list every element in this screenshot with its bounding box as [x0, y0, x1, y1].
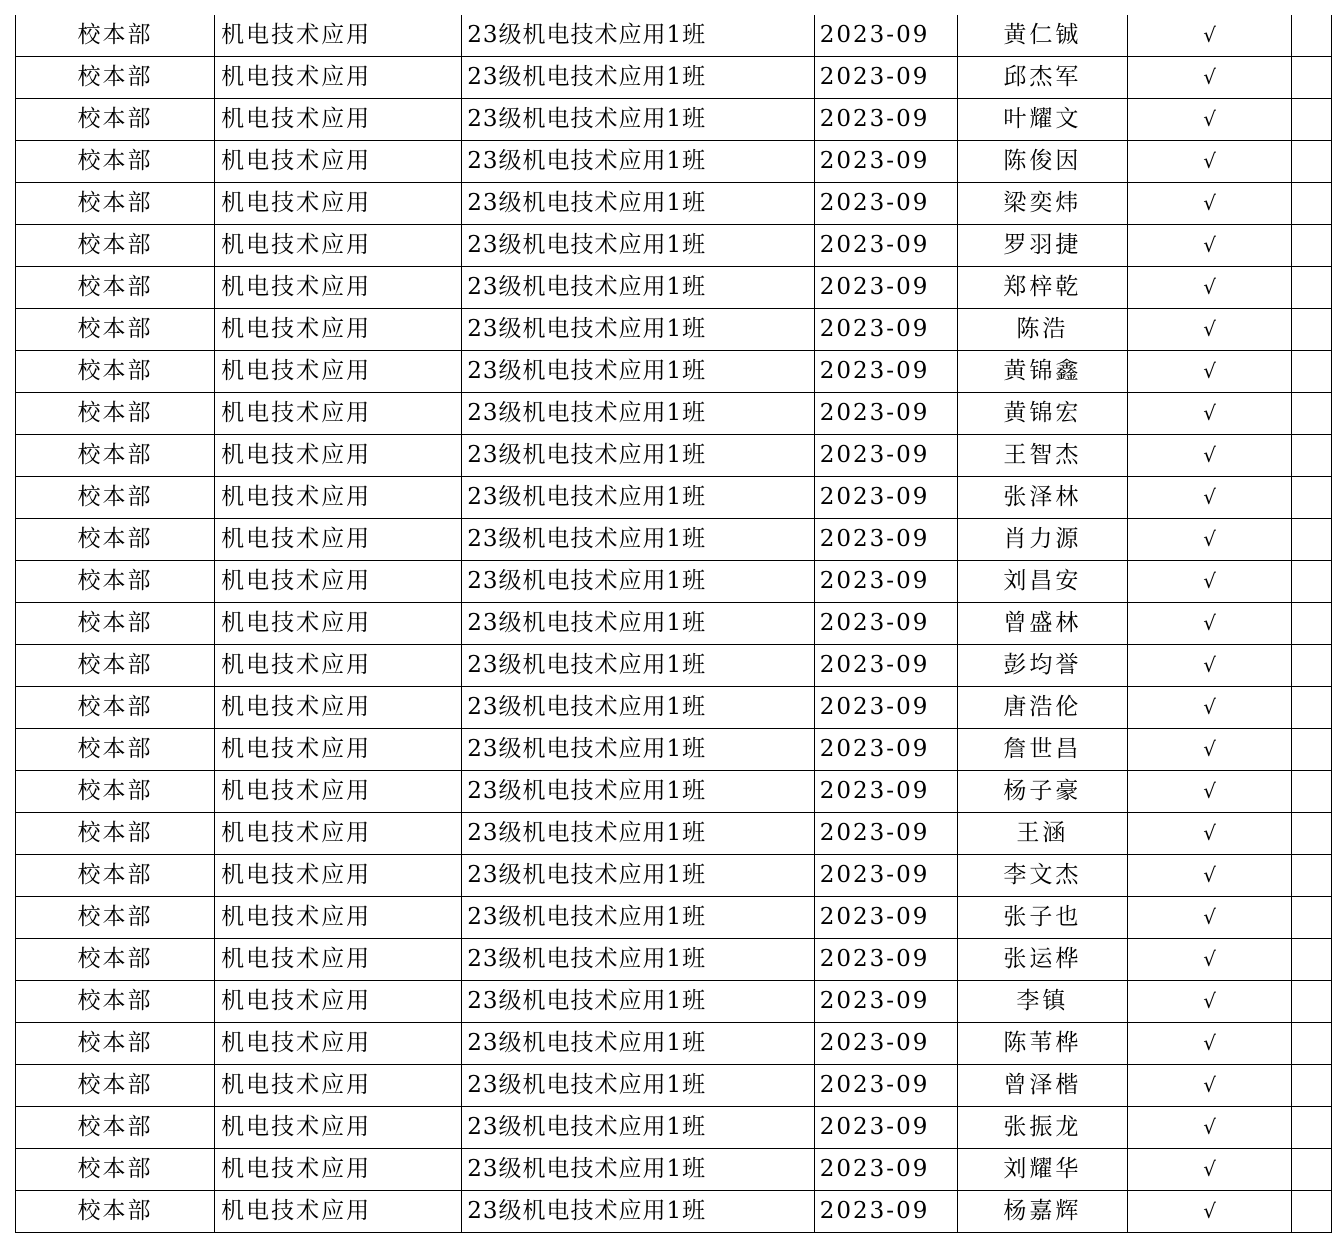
major-cell: 机电技术应用 [215, 687, 462, 729]
table-row [16, 267, 1332, 309]
student-name-cell: 黄锦鑫 [957, 351, 1127, 393]
major-cell: 机电技术应用 [215, 729, 462, 771]
student-table [15, 15, 1332, 1233]
student-name-cell: 李文杰 [957, 855, 1127, 897]
student-name-cell: 张泽林 [957, 477, 1127, 519]
check-mark-cell: √ [1127, 939, 1291, 981]
table-row [16, 57, 1332, 99]
major-cell: 机电技术应用 [215, 519, 462, 561]
campus-cell: 校本部 [16, 813, 215, 855]
campus-cell: 校本部 [16, 225, 215, 267]
empty-cell [1292, 435, 1332, 477]
empty-cell [1292, 477, 1332, 519]
check-mark-cell: √ [1127, 561, 1291, 603]
enroll-date-cell: 2023-09 [814, 393, 957, 435]
campus-cell: 校本部 [16, 15, 215, 57]
empty-cell [1292, 99, 1332, 141]
campus-cell: 校本部 [16, 1149, 215, 1191]
student-name-cell: 黄锦宏 [957, 393, 1127, 435]
campus-cell: 校本部 [16, 855, 215, 897]
check-mark-cell: √ [1127, 645, 1291, 687]
campus-cell: 校本部 [16, 309, 215, 351]
campus-cell: 校本部 [16, 183, 215, 225]
check-mark-cell: √ [1127, 813, 1291, 855]
student-name-cell: 刘昌安 [957, 561, 1127, 603]
enroll-date-cell: 2023-09 [814, 1065, 957, 1107]
student-name-cell: 叶耀文 [957, 99, 1127, 141]
check-mark-cell: √ [1127, 309, 1291, 351]
major-cell: 机电技术应用 [215, 1107, 462, 1149]
enroll-date-cell: 2023-09 [814, 771, 957, 813]
student-name-cell: 唐浩伦 [957, 687, 1127, 729]
campus-cell: 校本部 [16, 603, 215, 645]
enroll-date-cell: 2023-09 [814, 99, 957, 141]
check-mark-cell: √ [1127, 477, 1291, 519]
table-row [16, 393, 1332, 435]
major-cell: 机电技术应用 [215, 393, 462, 435]
check-mark-cell: √ [1127, 897, 1291, 939]
student-name-cell: 梁奕炜 [957, 183, 1127, 225]
table-row [16, 981, 1332, 1023]
class-cell: 23级机电技术应用1班 [462, 351, 815, 393]
major-cell: 机电技术应用 [215, 141, 462, 183]
student-name-cell: 王智杰 [957, 435, 1127, 477]
enroll-date-cell: 2023-09 [814, 729, 957, 771]
class-cell: 23级机电技术应用1班 [462, 729, 815, 771]
enroll-date-cell: 2023-09 [814, 1149, 957, 1191]
enroll-date-cell: 2023-09 [814, 981, 957, 1023]
class-cell: 23级机电技术应用1班 [462, 813, 815, 855]
major-cell: 机电技术应用 [215, 99, 462, 141]
empty-cell [1292, 729, 1332, 771]
empty-cell [1292, 897, 1332, 939]
enroll-date-cell: 2023-09 [814, 897, 957, 939]
enroll-date-cell: 2023-09 [814, 855, 957, 897]
campus-cell: 校本部 [16, 99, 215, 141]
major-cell: 机电技术应用 [215, 603, 462, 645]
campus-cell: 校本部 [16, 939, 215, 981]
check-mark-cell: √ [1127, 687, 1291, 729]
student-name-cell: 李镇 [957, 981, 1127, 1023]
class-cell: 23级机电技术应用1班 [462, 561, 815, 603]
major-cell: 机电技术应用 [215, 1149, 462, 1191]
campus-cell: 校本部 [16, 645, 215, 687]
empty-cell [1292, 1107, 1332, 1149]
check-mark-cell: √ [1127, 99, 1291, 141]
student-name-cell: 王涵 [957, 813, 1127, 855]
empty-cell [1292, 939, 1332, 981]
check-mark-cell: √ [1127, 603, 1291, 645]
student-name-cell: 肖力源 [957, 519, 1127, 561]
empty-cell [1292, 645, 1332, 687]
major-cell: 机电技术应用 [215, 939, 462, 981]
enroll-date-cell: 2023-09 [814, 57, 957, 99]
empty-cell [1292, 687, 1332, 729]
empty-cell [1292, 1023, 1332, 1065]
empty-cell [1292, 981, 1332, 1023]
check-mark-cell: √ [1127, 267, 1291, 309]
major-cell: 机电技术应用 [215, 645, 462, 687]
enroll-date-cell: 2023-09 [814, 351, 957, 393]
major-cell: 机电技术应用 [215, 897, 462, 939]
check-mark-cell: √ [1127, 57, 1291, 99]
class-cell: 23级机电技术应用1班 [462, 99, 815, 141]
empty-cell [1292, 519, 1332, 561]
table-row [16, 351, 1332, 393]
major-cell: 机电技术应用 [215, 57, 462, 99]
major-cell: 机电技术应用 [215, 855, 462, 897]
table-row [16, 435, 1332, 477]
table-row [16, 603, 1332, 645]
enroll-date-cell: 2023-09 [814, 519, 957, 561]
student-name-cell: 詹世昌 [957, 729, 1127, 771]
major-cell: 机电技术应用 [215, 1023, 462, 1065]
student-name-cell: 曾盛林 [957, 603, 1127, 645]
class-cell: 23级机电技术应用1班 [462, 1065, 815, 1107]
check-mark-cell: √ [1127, 1149, 1291, 1191]
table-row [16, 225, 1332, 267]
major-cell: 机电技术应用 [215, 309, 462, 351]
empty-cell [1292, 267, 1332, 309]
enroll-date-cell: 2023-09 [814, 645, 957, 687]
enroll-date-cell: 2023-09 [814, 1023, 957, 1065]
class-cell: 23级机电技术应用1班 [462, 645, 815, 687]
major-cell: 机电技术应用 [215, 813, 462, 855]
student-name-cell: 郑梓乾 [957, 267, 1127, 309]
class-cell: 23级机电技术应用1班 [462, 225, 815, 267]
class-cell: 23级机电技术应用1班 [462, 393, 815, 435]
check-mark-cell: √ [1127, 15, 1291, 57]
class-cell: 23级机电技术应用1班 [462, 897, 815, 939]
table-row [16, 897, 1332, 939]
major-cell: 机电技术应用 [215, 351, 462, 393]
empty-cell [1292, 561, 1332, 603]
student-name-cell: 刘耀华 [957, 1149, 1127, 1191]
empty-cell [1292, 813, 1332, 855]
class-cell: 23级机电技术应用1班 [462, 15, 815, 57]
check-mark-cell: √ [1127, 1023, 1291, 1065]
class-cell: 23级机电技术应用1班 [462, 855, 815, 897]
table-row [16, 1149, 1332, 1191]
enroll-date-cell: 2023-09 [814, 603, 957, 645]
class-cell: 23级机电技术应用1班 [462, 57, 815, 99]
check-mark-cell: √ [1127, 729, 1291, 771]
enroll-date-cell: 2023-09 [814, 1107, 957, 1149]
enroll-date-cell: 2023-09 [814, 813, 957, 855]
major-cell: 机电技术应用 [215, 15, 462, 57]
campus-cell: 校本部 [16, 897, 215, 939]
table-row [16, 519, 1332, 561]
table-row [16, 729, 1332, 771]
check-mark-cell: √ [1127, 225, 1291, 267]
student-name-cell: 曾泽楷 [957, 1065, 1127, 1107]
table-row [16, 1191, 1332, 1233]
check-mark-cell: √ [1127, 435, 1291, 477]
table-row [16, 855, 1332, 897]
empty-cell [1292, 15, 1332, 57]
major-cell: 机电技术应用 [215, 477, 462, 519]
class-cell: 23级机电技术应用1班 [462, 477, 815, 519]
table-row [16, 939, 1332, 981]
check-mark-cell: √ [1127, 351, 1291, 393]
campus-cell: 校本部 [16, 477, 215, 519]
class-cell: 23级机电技术应用1班 [462, 183, 815, 225]
table-row [16, 99, 1332, 141]
table-row [16, 645, 1332, 687]
campus-cell: 校本部 [16, 57, 215, 99]
enroll-date-cell: 2023-09 [814, 309, 957, 351]
table-row [16, 687, 1332, 729]
student-name-cell: 张运桦 [957, 939, 1127, 981]
enroll-date-cell: 2023-09 [814, 15, 957, 57]
enroll-date-cell: 2023-09 [814, 225, 957, 267]
empty-cell [1292, 309, 1332, 351]
empty-cell [1292, 183, 1332, 225]
class-cell: 23级机电技术应用1班 [462, 1023, 815, 1065]
student-name-cell: 杨嘉辉 [957, 1191, 1127, 1233]
table-row [16, 477, 1332, 519]
empty-cell [1292, 855, 1332, 897]
student-name-cell: 张子也 [957, 897, 1127, 939]
campus-cell: 校本部 [16, 771, 215, 813]
campus-cell: 校本部 [16, 687, 215, 729]
major-cell: 机电技术应用 [215, 225, 462, 267]
table-body [16, 15, 1332, 1233]
class-cell: 23级机电技术应用1班 [462, 1191, 815, 1233]
class-cell: 23级机电技术应用1班 [462, 771, 815, 813]
empty-cell [1292, 57, 1332, 99]
table-row [16, 183, 1332, 225]
student-name-cell: 陈浩 [957, 309, 1127, 351]
class-cell: 23级机电技术应用1班 [462, 519, 815, 561]
class-cell: 23级机电技术应用1班 [462, 939, 815, 981]
empty-cell [1292, 1149, 1332, 1191]
check-mark-cell: √ [1127, 183, 1291, 225]
campus-cell: 校本部 [16, 393, 215, 435]
class-cell: 23级机电技术应用1班 [462, 267, 815, 309]
campus-cell: 校本部 [16, 981, 215, 1023]
student-name-cell: 罗羽捷 [957, 225, 1127, 267]
empty-cell [1292, 1191, 1332, 1233]
enroll-date-cell: 2023-09 [814, 939, 957, 981]
table-row [16, 771, 1332, 813]
check-mark-cell: √ [1127, 855, 1291, 897]
campus-cell: 校本部 [16, 1023, 215, 1065]
campus-cell: 校本部 [16, 267, 215, 309]
table-row [16, 1023, 1332, 1065]
table-row [16, 15, 1332, 57]
student-name-cell: 陈苇桦 [957, 1023, 1127, 1065]
class-cell: 23级机电技术应用1班 [462, 1107, 815, 1149]
table-row [16, 813, 1332, 855]
major-cell: 机电技术应用 [215, 1065, 462, 1107]
enroll-date-cell: 2023-09 [814, 477, 957, 519]
major-cell: 机电技术应用 [215, 183, 462, 225]
major-cell: 机电技术应用 [215, 435, 462, 477]
check-mark-cell: √ [1127, 771, 1291, 813]
check-mark-cell: √ [1127, 1191, 1291, 1233]
major-cell: 机电技术应用 [215, 1191, 462, 1233]
major-cell: 机电技术应用 [215, 771, 462, 813]
campus-cell: 校本部 [16, 1107, 215, 1149]
campus-cell: 校本部 [16, 141, 215, 183]
major-cell: 机电技术应用 [215, 561, 462, 603]
student-name-cell: 黄仁铖 [957, 15, 1127, 57]
check-mark-cell: √ [1127, 393, 1291, 435]
table-row [16, 1107, 1332, 1149]
student-name-cell: 陈俊因 [957, 141, 1127, 183]
student-name-cell: 彭均誉 [957, 645, 1127, 687]
empty-cell [1292, 1065, 1332, 1107]
class-cell: 23级机电技术应用1班 [462, 1149, 815, 1191]
check-mark-cell: √ [1127, 981, 1291, 1023]
campus-cell: 校本部 [16, 1065, 215, 1107]
class-cell: 23级机电技术应用1班 [462, 309, 815, 351]
campus-cell: 校本部 [16, 519, 215, 561]
check-mark-cell: √ [1127, 519, 1291, 561]
empty-cell [1292, 225, 1332, 267]
enroll-date-cell: 2023-09 [814, 141, 957, 183]
student-name-cell: 杨子豪 [957, 771, 1127, 813]
check-mark-cell: √ [1127, 1107, 1291, 1149]
enroll-date-cell: 2023-09 [814, 435, 957, 477]
table-row [16, 141, 1332, 183]
campus-cell: 校本部 [16, 351, 215, 393]
class-cell: 23级机电技术应用1班 [462, 141, 815, 183]
empty-cell [1292, 141, 1332, 183]
enroll-date-cell: 2023-09 [814, 267, 957, 309]
enroll-date-cell: 2023-09 [814, 687, 957, 729]
enroll-date-cell: 2023-09 [814, 1191, 957, 1233]
table-row [16, 561, 1332, 603]
check-mark-cell: √ [1127, 1065, 1291, 1107]
major-cell: 机电技术应用 [215, 267, 462, 309]
table-row [16, 1065, 1332, 1107]
campus-cell: 校本部 [16, 1191, 215, 1233]
empty-cell [1292, 603, 1332, 645]
student-name-cell: 邱杰军 [957, 57, 1127, 99]
empty-cell [1292, 393, 1332, 435]
check-mark-cell: √ [1127, 141, 1291, 183]
enroll-date-cell: 2023-09 [814, 561, 957, 603]
student-name-cell: 张振龙 [957, 1107, 1127, 1149]
class-cell: 23级机电技术应用1班 [462, 981, 815, 1023]
class-cell: 23级机电技术应用1班 [462, 603, 815, 645]
empty-cell [1292, 351, 1332, 393]
campus-cell: 校本部 [16, 729, 215, 771]
class-cell: 23级机电技术应用1班 [462, 435, 815, 477]
empty-cell [1292, 771, 1332, 813]
enroll-date-cell: 2023-09 [814, 183, 957, 225]
campus-cell: 校本部 [16, 561, 215, 603]
class-cell: 23级机电技术应用1班 [462, 687, 815, 729]
campus-cell: 校本部 [16, 435, 215, 477]
major-cell: 机电技术应用 [215, 981, 462, 1023]
table-row [16, 309, 1332, 351]
